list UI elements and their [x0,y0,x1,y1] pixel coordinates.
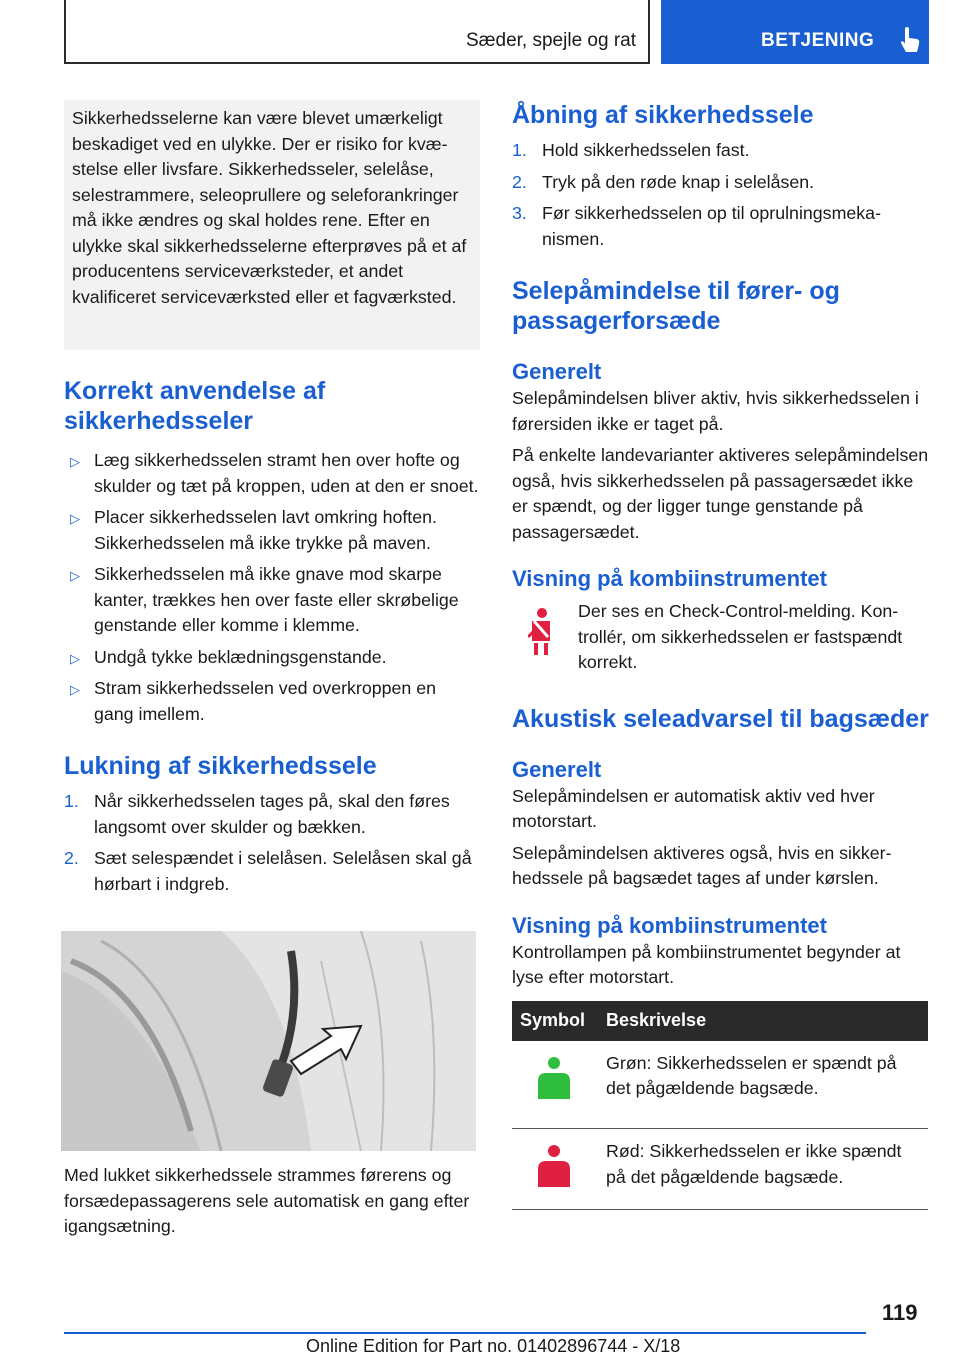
description-cell: Grøn: Sikkerhedsselen er spændt på det pågældende bagsæde. [598,1041,928,1129]
symbol-table [512,1001,928,1210]
warning-text: Sikkerhedsselerne kan være blevet umærkeligt beskadiget ved en ulykke. Der er risiko for kvæstelse eller livsfare. Sikkerhedsseler, selelåse, selestrammere, seleoprullere og seleforankringer må ikke ændres og skal holdes rene. Efter en ulykke skal sikkerhedsselerne efterprøves på et af producentens serviceværksteder, et andet kvalificeret serviceværksted eller et fagværksted. [72,108,467,307]
seatbelt-illustration [61,931,476,1151]
triangle-bullet-icon: ▷ [70,511,80,526]
left-column [64,100,480,897]
header-chapter-title: BETJENING [761,30,875,51]
triangle-bullet-icon: ▷ [70,568,80,583]
reminder-rear-display-heading: Visning på kombiinstrumentet [512,912,827,938]
list-item: 3. Før sikkerhedsselen op til oprulningsmekanismen. [512,203,881,249]
triangle-bullet-icon: ▷ [70,682,80,697]
seatbelt-warning-icon [528,607,552,655]
list-item: 1. Hold sikkerhedsselen fast. [512,140,750,160]
green-occupant-icon [534,1055,574,1105]
triangle-bullet-icon: ▷ [70,454,80,469]
list-item: ▷ Undgå tykke beklædningsgenstande. [64,645,480,671]
reminder-rear-p2: Selepåmindelsen aktiveres også, hvis en sikkerhedssele på bagsædet tages af under kørslen. [512,842,892,888]
footer-edition: Online Edition for Part no. 01402896744 - X/18 [306,1336,681,1356]
reminder-rear-p1: Selepåmindelsen er automatisk aktiv ved hver motorstart. [512,785,875,831]
table-header-symbol: Symbol [512,1001,598,1041]
reminder-front-p2: På enkelte landevarianter aktiveres selepåmindelsen også, hvis sikkerhedsselen på passagersædet ikke er spændt, og der ligger tunge genstande på passagersædet. [512,445,929,542]
header-section-box [64,0,650,64]
table-header-description: Beskrivelse [598,1001,928,1041]
list-item: ▷ Læg sikkerhedsselen stramt hen over hofte og skulder og tæt på kroppen, uden at den er snoet. [70,450,479,496]
closing-heading: Lukning af sikkerhedssele [64,752,377,780]
list-item: 1. Når sikkerhedsselen tages på, skal den føres langsomt over skulder og bækken. [64,791,450,837]
description-cell: Rød: Sikkerhedsselen er ikke spændt på det pågældende bagsæde. [598,1129,928,1210]
correct-use-list [64,448,480,727]
reminder-rear-heading: Akustisk seleadvarsel til bagsæder [512,704,929,733]
header-section-title: Sæder, spejle og rat [465,30,636,51]
photo-caption-block [64,1163,480,1240]
list-item: ▷ Stram sikkerhedsselen ved overkroppen en gang imellem. [70,678,436,724]
pointing-hand-icon [899,26,921,54]
table-row [512,1129,928,1210]
triangle-bullet-icon: ▷ [70,650,80,666]
symbol-cell [512,1129,598,1210]
reminder-front-display-heading: Visning på kombiinstrumentet [512,566,827,591]
list-item: 2. Sæt selespændet i selelåsen. Selelåsen skal gå hørbart i indgreb. [64,848,472,894]
reminder-front-heading: Selepåmindelse til fører- og passagerforsæde [512,277,840,335]
opening-heading: Åbning af sikkerhedssele [512,101,814,129]
symbol-cell [512,1041,598,1129]
display-note [512,599,930,676]
seatbelt-buckle-photo [61,931,476,1151]
table-row [512,1041,928,1129]
header-chapter-box [661,0,929,64]
table-header-row [512,1001,928,1041]
footer-rule [64,1332,866,1334]
red-occupant-icon [534,1143,574,1193]
warning-box [64,100,480,350]
list-item: 2. Tryk på den røde knap i selelåsen. [512,171,815,192]
opening-steps [512,138,930,252]
closing-steps [64,789,480,897]
reminder-front-general-heading: Generelt [512,359,602,384]
reminder-rear-display-text: Kontrollampen på kombiinstrumentet begynder at lyse efter motorstart. [512,941,901,987]
correct-use-heading: Korrekt anvendelse af sikkerhedsseler [64,377,326,435]
reminder-front-display-text: Der ses en Check-Control-melding. Kontrollér, om sikkerhedsselen er fastspændt korrekt. [578,601,903,672]
list-item: ▷ Placer sikkerhedsselen lavt omkring hoften. Sikkerhedsselen må ikke trykke på maven. [70,507,437,553]
reminder-rear-general-heading: Generelt [512,756,602,782]
photo-caption: Med lukket sikkerhedssele strammes førerens og forsædepassagerens sele automatisk en gang efter igangsætning. [64,1165,470,1236]
page-number: 119 [882,1300,918,1325]
reminder-front-p1: Selepåmindelsen bliver aktiv, hvis sikkerhedsselen i førersiden ikke er taget på. [512,388,919,434]
right-column [512,100,930,1210]
list-item: ▷ Sikkerhedsselen må ikke gnave mod skarpe kanter, trækkes hen over faste eller skrøbelige genstande eller komme i klemme. [70,564,459,635]
